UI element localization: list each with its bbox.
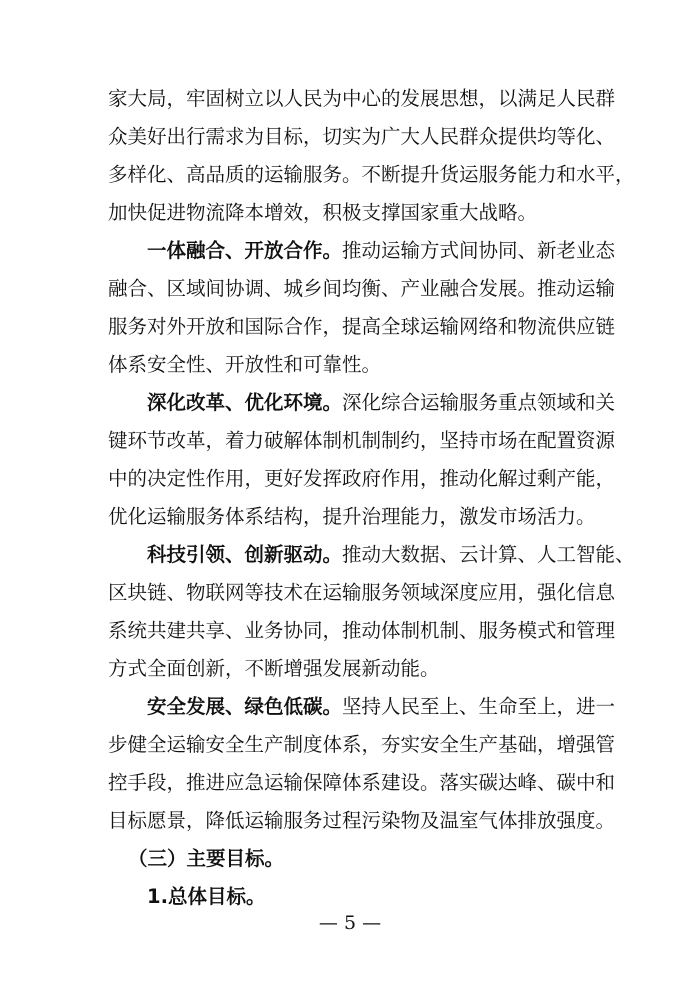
text-line: 服务对外开放和国际合作，提高全球运输网络和物流供应链 xyxy=(108,315,616,338)
page-body xyxy=(108,80,635,916)
section-heading: （三）主要目标。 xyxy=(128,847,285,870)
paragraph-text: 坚持人民至上、生命至上，进一 xyxy=(342,695,616,718)
paragraph-text: 推动大数据、云计算、人工智能、 xyxy=(342,543,635,566)
paragraph-lead: 一体融合、开放合作。 xyxy=(147,239,343,262)
text-line: 区块链、物联网等技术在运输服务领域深度应用，强化信息 xyxy=(108,581,616,604)
text-line: 加快促进物流降本增效，积极支撑国家重大战略。 xyxy=(108,201,538,224)
principle-paragraph xyxy=(108,384,616,536)
text-line: 键环节改革，着力破解体制机制制约，坚持市场在配置资源 xyxy=(108,429,616,452)
paragraph-text: 推动运输方式间协同、新老业态 xyxy=(342,239,616,262)
text-line: 方式全面创新，不断增强发展新动能。 xyxy=(108,657,440,680)
principle-paragraph xyxy=(108,688,616,840)
text-line: 中的决定性作用，更好发挥政府作用，推动化解过剩产能， xyxy=(108,467,616,490)
principle-paragraph xyxy=(108,536,635,688)
text-line: 控手段，推进应急运输保障体系建设。落实碳达峰、碳中和 xyxy=(108,771,616,794)
paragraph-lead: 安全发展、绿色低碳。 xyxy=(147,695,343,718)
page-number: — 5 — xyxy=(318,912,382,934)
paragraph-text: 深化综合运输服务重点领域和关 xyxy=(342,391,616,414)
text-line xyxy=(108,384,616,422)
text-line xyxy=(108,688,616,726)
text-line xyxy=(108,232,616,270)
subsection-heading: 1.总体目标。 xyxy=(147,885,266,908)
intro-paragraph xyxy=(108,80,635,232)
text-line: 多样化、高品质的运输服务。不断提升货运服务能力和水平， xyxy=(108,163,635,186)
text-line: 家大局，牢固树立以人民为中心的发展思想，以满足人民群 xyxy=(108,87,616,110)
text-line: 众美好出行需求为目标，切实为广大人民群众提供均等化、 xyxy=(108,125,616,148)
text-line: 优化运输服务体系结构，提升治理能力，激发市场活力。 xyxy=(108,505,596,528)
text-line xyxy=(108,536,635,574)
text-line: 体系安全性、开放性和可靠性。 xyxy=(108,353,382,376)
text-line: 目标愿景，降低运输服务过程污染物及温室气体排放强度。 xyxy=(108,809,616,832)
paragraph-lead: 深化改革、优化环境。 xyxy=(147,391,343,414)
text-line: 步健全运输安全生产制度体系，夯实安全生产基础，增强管 xyxy=(108,733,616,756)
principle-paragraph xyxy=(108,232,616,384)
paragraph-lead: 科技引领、创新驱动。 xyxy=(147,543,343,566)
text-line: 系统共建共享、业务协同，推动体制机制、服务模式和管理 xyxy=(108,619,616,642)
text-line: 融合、区域间协调、城乡间均衡、产业融合发展。推动运输 xyxy=(108,277,616,300)
